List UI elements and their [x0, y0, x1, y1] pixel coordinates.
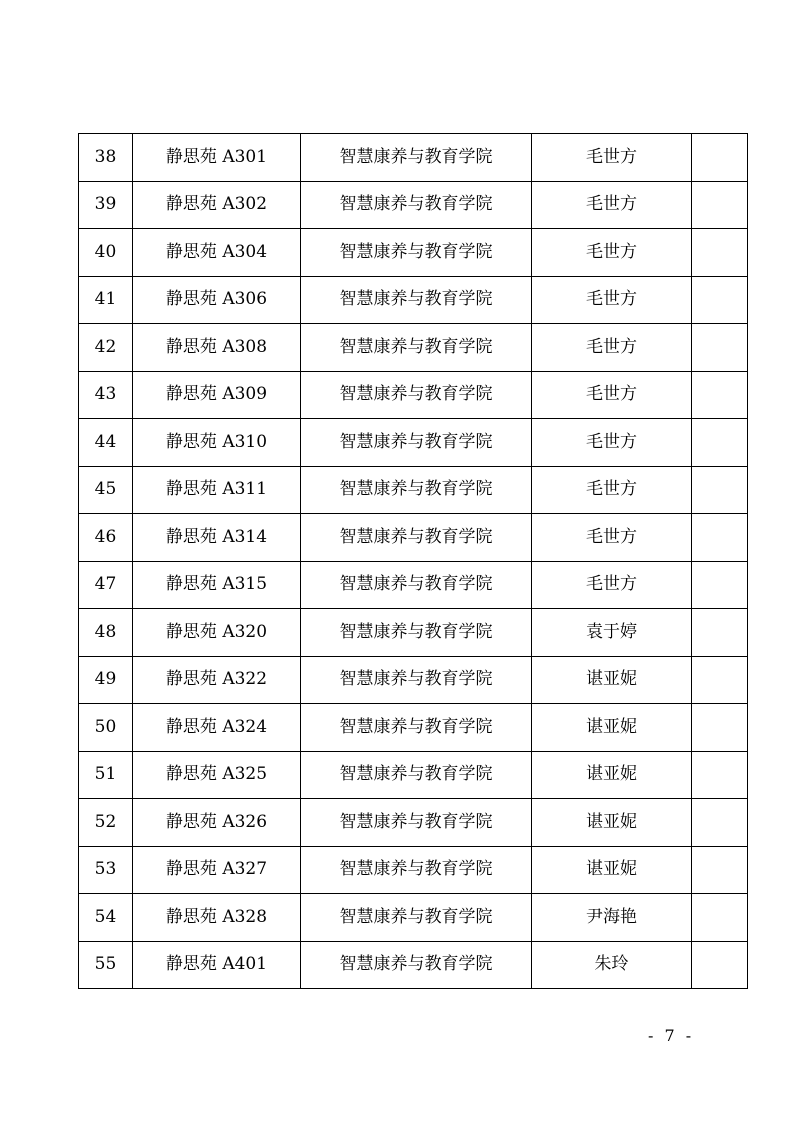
table-row [79, 419, 748, 467]
room-cell: 静思苑 A324 [133, 704, 301, 752]
room-cell: 静思苑 A311 [133, 466, 301, 514]
row-number-cell: 39 [79, 181, 133, 229]
person-cell: 毛世方 [532, 561, 692, 609]
person-cell: 毛世方 [532, 134, 692, 182]
row-number-cell: 44 [79, 419, 133, 467]
college-cell: 智慧康养与教育学院 [301, 466, 532, 514]
college-cell: 智慧康养与教育学院 [301, 704, 532, 752]
room-cell: 静思苑 A326 [133, 799, 301, 847]
note-cell [692, 609, 748, 657]
college-cell: 智慧康养与教育学院 [301, 894, 532, 942]
row-number-cell: 50 [79, 704, 133, 752]
college-cell: 智慧康养与教育学院 [301, 561, 532, 609]
person-cell: 毛世方 [532, 181, 692, 229]
room-cell: 静思苑 A302 [133, 181, 301, 229]
table-body [79, 134, 748, 989]
table-row [79, 561, 748, 609]
room-cell: 静思苑 A322 [133, 656, 301, 704]
person-cell: 尹海艳 [532, 894, 692, 942]
table-row [79, 609, 748, 657]
table-row [79, 656, 748, 704]
row-number-cell: 48 [79, 609, 133, 657]
room-cell: 静思苑 A328 [133, 894, 301, 942]
college-cell: 智慧康养与教育学院 [301, 846, 532, 894]
person-cell: 毛世方 [532, 466, 692, 514]
table-row [79, 846, 748, 894]
college-cell: 智慧康养与教育学院 [301, 181, 532, 229]
table-row [79, 751, 748, 799]
room-cell: 静思苑 A401 [133, 941, 301, 989]
person-cell: 毛世方 [532, 371, 692, 419]
note-cell [692, 799, 748, 847]
person-cell: 毛世方 [532, 229, 692, 277]
table-row [79, 894, 748, 942]
room-cell: 静思苑 A320 [133, 609, 301, 657]
note-cell [692, 514, 748, 562]
note-cell [692, 704, 748, 752]
row-number-cell: 46 [79, 514, 133, 562]
table-row [79, 276, 748, 324]
person-cell: 毛世方 [532, 514, 692, 562]
note-cell [692, 466, 748, 514]
college-cell: 智慧康养与教育学院 [301, 609, 532, 657]
college-cell: 智慧康养与教育学院 [301, 371, 532, 419]
row-number-cell: 38 [79, 134, 133, 182]
table-row [79, 466, 748, 514]
dormitory-table [78, 133, 748, 989]
person-cell: 毛世方 [532, 324, 692, 372]
row-number-cell: 42 [79, 324, 133, 372]
room-cell: 静思苑 A301 [133, 134, 301, 182]
row-number-cell: 40 [79, 229, 133, 277]
table-row [79, 514, 748, 562]
note-cell [692, 134, 748, 182]
room-cell: 静思苑 A314 [133, 514, 301, 562]
row-number-cell: 45 [79, 466, 133, 514]
row-number-cell: 55 [79, 941, 133, 989]
table-row [79, 941, 748, 989]
college-cell: 智慧康养与教育学院 [301, 229, 532, 277]
person-cell: 袁于婷 [532, 609, 692, 657]
table-row [79, 181, 748, 229]
room-cell: 静思苑 A325 [133, 751, 301, 799]
note-cell [692, 229, 748, 277]
row-number-cell: 41 [79, 276, 133, 324]
row-number-cell: 53 [79, 846, 133, 894]
note-cell [692, 751, 748, 799]
row-number-cell: 49 [79, 656, 133, 704]
room-cell: 静思苑 A304 [133, 229, 301, 277]
note-cell [692, 656, 748, 704]
college-cell: 智慧康养与教育学院 [301, 324, 532, 372]
college-cell: 智慧康养与教育学院 [301, 134, 532, 182]
room-cell: 静思苑 A310 [133, 419, 301, 467]
note-cell [692, 276, 748, 324]
person-cell: 谌亚妮 [532, 846, 692, 894]
college-cell: 智慧康养与教育学院 [301, 751, 532, 799]
college-cell: 智慧康养与教育学院 [301, 419, 532, 467]
person-cell: 谌亚妮 [532, 704, 692, 752]
room-cell: 静思苑 A308 [133, 324, 301, 372]
room-cell: 静思苑 A327 [133, 846, 301, 894]
table-row [79, 704, 748, 752]
college-cell: 智慧康养与教育学院 [301, 799, 532, 847]
person-cell: 谌亚妮 [532, 799, 692, 847]
room-cell: 静思苑 A306 [133, 276, 301, 324]
row-number-cell: 54 [79, 894, 133, 942]
note-cell [692, 324, 748, 372]
table-row [79, 134, 748, 182]
table-row [79, 799, 748, 847]
room-cell: 静思苑 A309 [133, 371, 301, 419]
note-cell [692, 371, 748, 419]
row-number-cell: 47 [79, 561, 133, 609]
person-cell: 毛世方 [532, 276, 692, 324]
college-cell: 智慧康养与教育学院 [301, 514, 532, 562]
note-cell [692, 846, 748, 894]
note-cell [692, 941, 748, 989]
room-cell: 静思苑 A315 [133, 561, 301, 609]
page-number: - 7 - [648, 1026, 695, 1045]
row-number-cell: 51 [79, 751, 133, 799]
note-cell [692, 894, 748, 942]
college-cell: 智慧康养与教育学院 [301, 656, 532, 704]
person-cell: 朱玲 [532, 941, 692, 989]
table-row [79, 229, 748, 277]
table-row [79, 371, 748, 419]
note-cell [692, 419, 748, 467]
table-row [79, 324, 748, 372]
note-cell [692, 561, 748, 609]
person-cell: 谌亚妮 [532, 751, 692, 799]
row-number-cell: 52 [79, 799, 133, 847]
college-cell: 智慧康养与教育学院 [301, 276, 532, 324]
person-cell: 谌亚妮 [532, 656, 692, 704]
person-cell: 毛世方 [532, 419, 692, 467]
note-cell [692, 181, 748, 229]
row-number-cell: 43 [79, 371, 133, 419]
college-cell: 智慧康养与教育学院 [301, 941, 532, 989]
